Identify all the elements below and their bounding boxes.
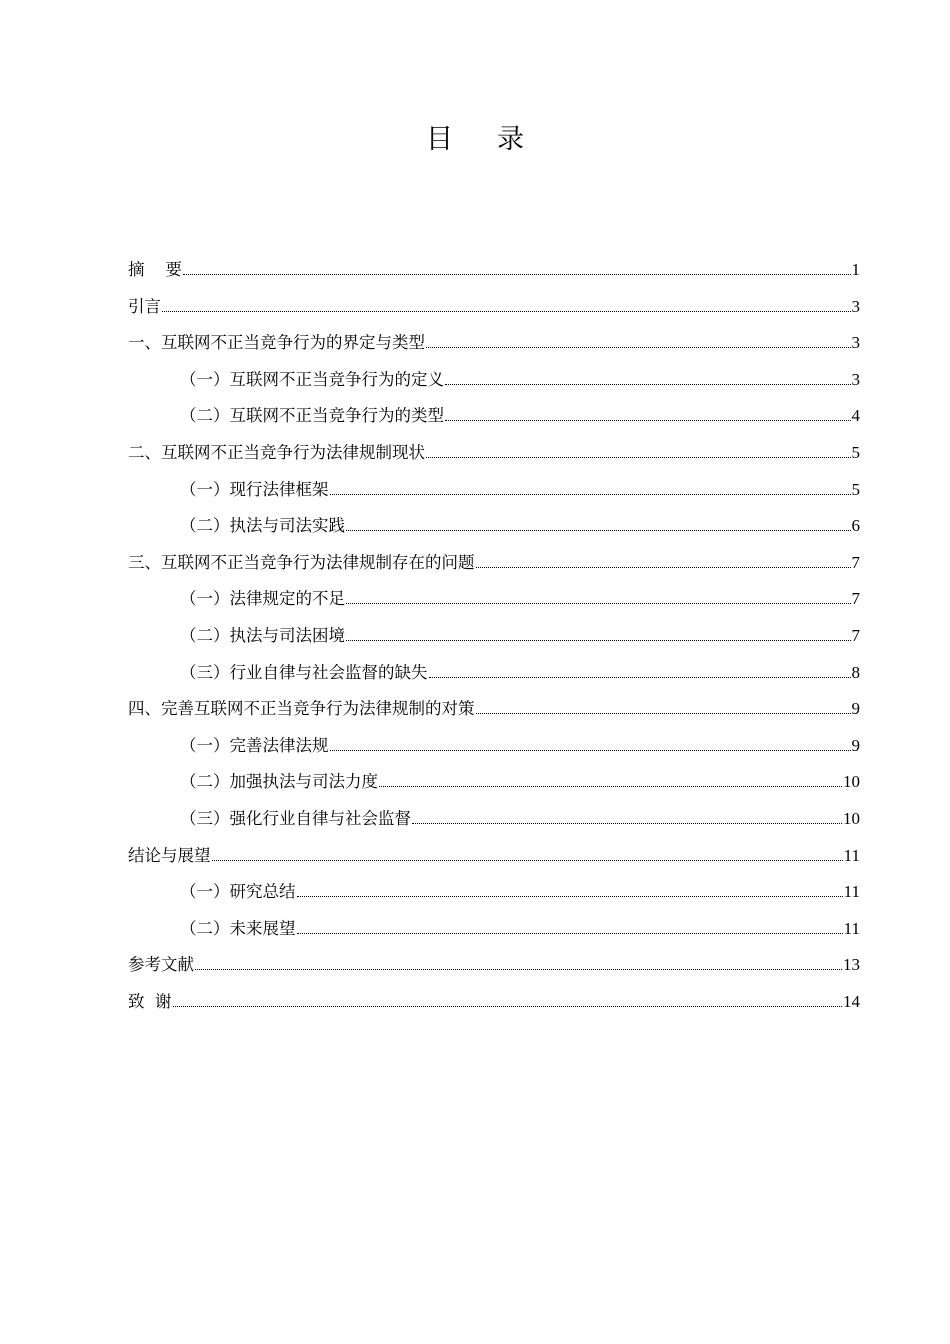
toc-page-number: 13 <box>843 955 860 975</box>
toc-entry[interactable] <box>128 655 860 692</box>
toc-leader-dots <box>429 677 851 678</box>
toc-entry[interactable] <box>128 691 860 728</box>
toc-page-number: 3 <box>851 296 860 316</box>
toc-entry[interactable] <box>128 398 860 435</box>
toc-entry[interactable] <box>128 911 860 948</box>
toc-leader-dots <box>330 750 851 751</box>
toc-leader-dots <box>476 713 851 714</box>
toc-entry-text: （一）互联网不正当竞争行为的定义 <box>180 369 444 389</box>
toc-leader-dots <box>195 969 842 970</box>
toc-entry-text: （一）法律规定的不足 <box>180 589 345 609</box>
toc-entry-text: （一）完善法律法规 <box>180 735 329 755</box>
toc-page-number: 9 <box>851 735 860 755</box>
toc-title: 目录 <box>426 124 568 155</box>
toc-leader-dots <box>297 896 843 897</box>
toc-page-number: 11 <box>843 918 860 938</box>
toc-entry[interactable] <box>128 545 860 582</box>
toc-entry-text: （二）执法与司法困境 <box>180 625 345 645</box>
toc-entry-text: （二）未来展望 <box>180 918 296 938</box>
toc-leader-dots <box>162 311 851 312</box>
toc-leader-dots <box>426 457 851 458</box>
toc-page-number: 10 <box>843 808 860 828</box>
toc-page-number: 3 <box>851 369 860 389</box>
toc-entry[interactable] <box>128 581 860 618</box>
toc-entry-text: （三）强化行业自律与社会监督 <box>180 808 411 828</box>
toc-leader-dots <box>212 860 843 861</box>
toc-page-number: 5 <box>851 479 860 499</box>
toc-leader-dots <box>330 494 851 495</box>
toc-entry[interactable] <box>128 325 860 362</box>
toc-entry[interactable] <box>128 984 860 1021</box>
toc-entry[interactable] <box>128 838 860 875</box>
toc-page-number: 1 <box>851 260 860 279</box>
toc-entry[interactable] <box>128 947 860 984</box>
toc-leader-dots <box>346 640 851 641</box>
toc-entry-text: （三）行业自律与社会监督的缺失 <box>180 662 428 682</box>
toc-leader-dots <box>426 347 851 348</box>
toc-leader-dots <box>476 567 851 568</box>
toc-entry-text: 参考文献 <box>128 955 194 975</box>
toc-entry[interactable] <box>128 289 860 326</box>
toc-page-number: 6 <box>851 516 860 536</box>
toc-page-number: 5 <box>851 442 860 462</box>
toc-page-number: 7 <box>851 625 860 645</box>
toc-leader-dots <box>445 384 851 385</box>
toc-entry[interactable] <box>128 874 860 911</box>
toc-leader-dots <box>379 786 842 787</box>
toc-entry-text: （二）执法与司法实践 <box>180 516 345 536</box>
toc-entry-text: 引言 <box>128 296 161 316</box>
toc-entry[interactable] <box>128 508 860 545</box>
toc-page-number: 11 <box>843 882 860 902</box>
toc-entry-text: （一）现行法律框架 <box>180 479 329 499</box>
toc-entry[interactable] <box>128 435 860 472</box>
toc-page-number: 7 <box>851 589 860 609</box>
toc-entry-text: 摘 要 <box>128 260 182 279</box>
toc-leader-dots <box>445 420 851 421</box>
toc-entry[interactable] <box>128 764 860 801</box>
toc-entry[interactable] <box>128 728 860 765</box>
toc-page-number: 8 <box>851 662 860 682</box>
toc-entry[interactable] <box>128 472 860 509</box>
toc-leader-dots <box>297 933 843 934</box>
toc-leader-dots <box>183 274 851 275</box>
toc-entry-text: （二）互联网不正当竞争行为的类型 <box>180 406 444 426</box>
toc-entry-text: （一）研究总结 <box>180 882 296 902</box>
toc-page-number: 3 <box>851 333 860 353</box>
toc-entry-text: （二）加强执法与司法力度 <box>180 772 378 792</box>
toc-entry-text: 四、完善互联网不正当竞争行为法律规制的对策 <box>128 699 475 719</box>
toc-leader-dots <box>346 603 851 604</box>
toc-entry[interactable] <box>128 618 860 655</box>
toc-leader-dots <box>173 1006 843 1007</box>
toc-entry-text: 二、互联网不正当竞争行为法律规制现状 <box>128 442 425 462</box>
toc-leader-dots <box>346 530 851 531</box>
toc-entry-text: 结论与展望 <box>128 845 211 865</box>
toc-entry[interactable] <box>128 801 860 838</box>
toc-page-number: 4 <box>851 406 860 426</box>
table-of-contents <box>128 252 860 1020</box>
toc-page-number: 7 <box>851 552 860 572</box>
toc-entry[interactable] <box>128 362 860 399</box>
toc-page-number: 10 <box>843 772 860 792</box>
toc-entry[interactable] <box>128 252 860 289</box>
toc-entry-text: 致 谢 <box>128 991 172 1011</box>
toc-entry-text: 一、互联网不正当竞争行为的界定与类型 <box>128 333 425 353</box>
toc-page-number: 11 <box>843 845 860 865</box>
toc-page-number: 14 <box>843 991 860 1011</box>
toc-page-number: 9 <box>851 699 860 719</box>
toc-leader-dots <box>412 823 842 824</box>
toc-entry-text: 三、互联网不正当竞争行为法律规制存在的问题 <box>128 552 475 572</box>
